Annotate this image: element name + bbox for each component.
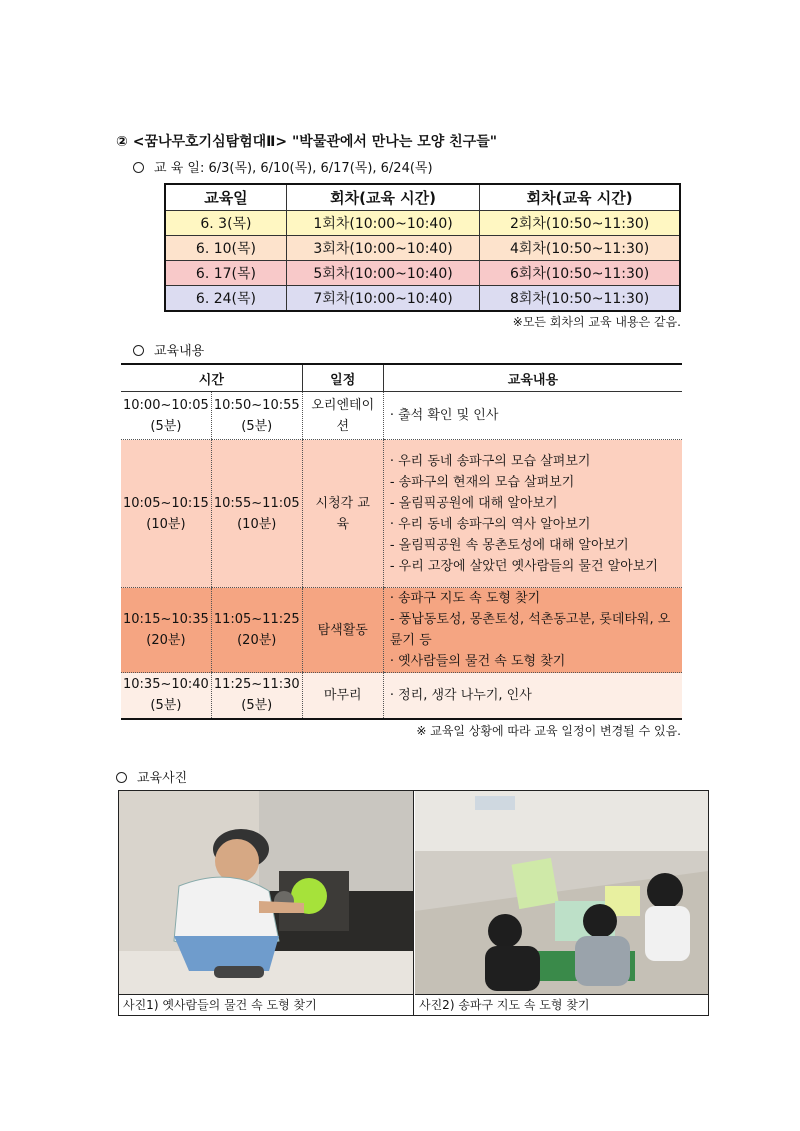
- time-range: 11:25~11:30: [213, 677, 300, 693]
- duration: (10분): [146, 516, 186, 532]
- duration: (5분): [150, 698, 182, 714]
- content-header-time: 시간: [121, 364, 302, 392]
- photo-child-at-exhibit: [119, 791, 413, 994]
- photo-cell-1: [119, 791, 414, 1015]
- photo-label: 교육사진: [137, 771, 188, 786]
- plan-cell: 시청각 교육: [302, 440, 383, 588]
- circle-bullet-icon: [133, 162, 144, 173]
- duration: (5분): [241, 698, 273, 714]
- schedule-cell-s2: 8회차(10:50~11:30): [480, 286, 680, 312]
- content-label: 교육내용: [154, 344, 205, 359]
- time-cell-1: [121, 392, 211, 440]
- schedule-cell-s2: 4회차(10:50~11:30): [480, 236, 680, 261]
- schedule-row: [165, 236, 680, 261]
- schedule-row: [165, 261, 680, 286]
- detail-item: · 우리 동네 송파구의 역사 알아보기: [389, 516, 591, 532]
- schedule-row: [165, 286, 680, 312]
- schedule-cell-date: 6. 24(목): [165, 286, 286, 312]
- photo-cell-2: [415, 791, 708, 1015]
- content-row: [121, 440, 682, 588]
- section-heading: ② <꿈나무호기심탐험대Ⅱ> "박물관에서 만나는 모양 친구들": [116, 134, 498, 150]
- time-range: 10:05~10:15: [123, 495, 209, 511]
- schedule-cell-date: 6. 10(목): [165, 236, 286, 261]
- details-cell: [383, 673, 682, 719]
- content-row: [121, 673, 682, 719]
- detail-item: · 옛사람들의 물건 속 도형 찾기: [389, 654, 566, 669]
- schedule-cell-date: 6. 17(목): [165, 261, 286, 286]
- time-cell-2: [211, 673, 302, 719]
- schedule-cell-date: 6. 3(목): [165, 211, 286, 236]
- content-table: [121, 363, 682, 720]
- photo-caption-2: 사진2) 송파구 지도 속 도형 찾기: [415, 994, 708, 1015]
- details-cell: [383, 588, 682, 673]
- detail-item: · 우리 동네 송파구의 모습 살펴보기: [389, 453, 591, 469]
- circle-bullet-icon: [133, 345, 144, 356]
- schedule-row: [165, 211, 680, 236]
- schedule-header-session1: 회차(교육 시간): [286, 184, 479, 211]
- detail-item: - 올림픽공원 속 몽촌토성에 대해 알아보기: [389, 537, 629, 553]
- content-row: [121, 392, 682, 440]
- education-dates: [133, 157, 433, 176]
- plan-cell: 탐색활동: [302, 588, 383, 673]
- date-line: 교 육 일: 6/3(목), 6/10(목), 6/17(목), 6/24(목): [154, 161, 433, 176]
- time-cell-1: [121, 588, 211, 673]
- schedule-note: ※모든 회차의 교육 내용은 같음.: [512, 315, 681, 329]
- time-cell-2: [211, 588, 302, 673]
- details-cell: [383, 392, 682, 440]
- schedule-cell-s2: 6회차(10:50~11:30): [480, 261, 680, 286]
- schedule-cell-s1: 7회차(10:00~10:40): [286, 286, 479, 312]
- content-row: [121, 588, 682, 673]
- time-cell-2: [211, 440, 302, 588]
- time-range: 10:50~10:55: [213, 397, 300, 413]
- detail-item: - 우리 고장에 살았던 옛사람들의 물건 알아보기: [389, 558, 658, 574]
- time-range: 10:35~10:40: [123, 677, 209, 693]
- circle-bullet-icon: [116, 772, 127, 783]
- detail-item: - 올림픽공원에 대해 알아보기: [389, 495, 558, 511]
- photo-heading: [116, 767, 187, 786]
- schedule-cell-s1: 1회차(10:00~10:40): [286, 211, 479, 236]
- content-heading: [133, 340, 204, 359]
- plan-cell: 오리엔테이션: [302, 392, 383, 440]
- detail-item: - 송파구의 현재의 모습 살펴보기: [389, 474, 575, 490]
- time-cell-2: [211, 392, 302, 440]
- photo-caption-1: 사진1) 옛사람들의 물건 속 도형 찾기: [119, 994, 413, 1015]
- detail-item: · 송파구 지도 속 도형 찾기: [389, 591, 541, 606]
- detail-item: · 출석 확인 및 인사: [389, 408, 499, 423]
- duration: (20분): [146, 633, 186, 648]
- time-range: 11:05~11:25: [213, 612, 300, 627]
- content-header-plan: 일정: [302, 364, 383, 392]
- time-range: 10:15~10:35: [123, 612, 209, 627]
- detail-item: · 정리, 생각 나누기, 인사: [389, 687, 532, 703]
- photo-children-on-map: [415, 791, 708, 994]
- plan-cell: 마무리: [302, 673, 383, 719]
- schedule-cell-s1: 3회차(10:00~10:40): [286, 236, 479, 261]
- schedule-cell-s1: 5회차(10:00~10:40): [286, 261, 479, 286]
- time-range: 10:00~10:05: [123, 397, 209, 413]
- time-cell-1: [121, 440, 211, 588]
- schedule-cell-s2: 2회차(10:50~11:30): [480, 211, 680, 236]
- photo-table: [118, 790, 709, 1016]
- duration: (5분): [241, 418, 273, 434]
- schedule-table: [164, 183, 681, 312]
- duration: (5분): [150, 418, 182, 434]
- schedule-header-date: 교육일: [165, 184, 286, 211]
- detail-item: - 풍납동토성, 몽촌토성, 석촌동고분, 롯데타워, 오륜기 등: [389, 612, 671, 648]
- duration: (20분): [237, 633, 277, 648]
- time-cell-1: [121, 673, 211, 719]
- details-cell: [383, 440, 682, 588]
- content-note: ※ 교육일 상황에 따라 교육 일정이 변경될 수 있음.: [416, 724, 681, 738]
- content-header-details: 교육내용: [383, 364, 682, 392]
- schedule-header-session2: 회차(교육 시간): [480, 184, 680, 211]
- time-range: 10:55~11:05: [213, 495, 300, 511]
- duration: (10분): [237, 516, 277, 532]
